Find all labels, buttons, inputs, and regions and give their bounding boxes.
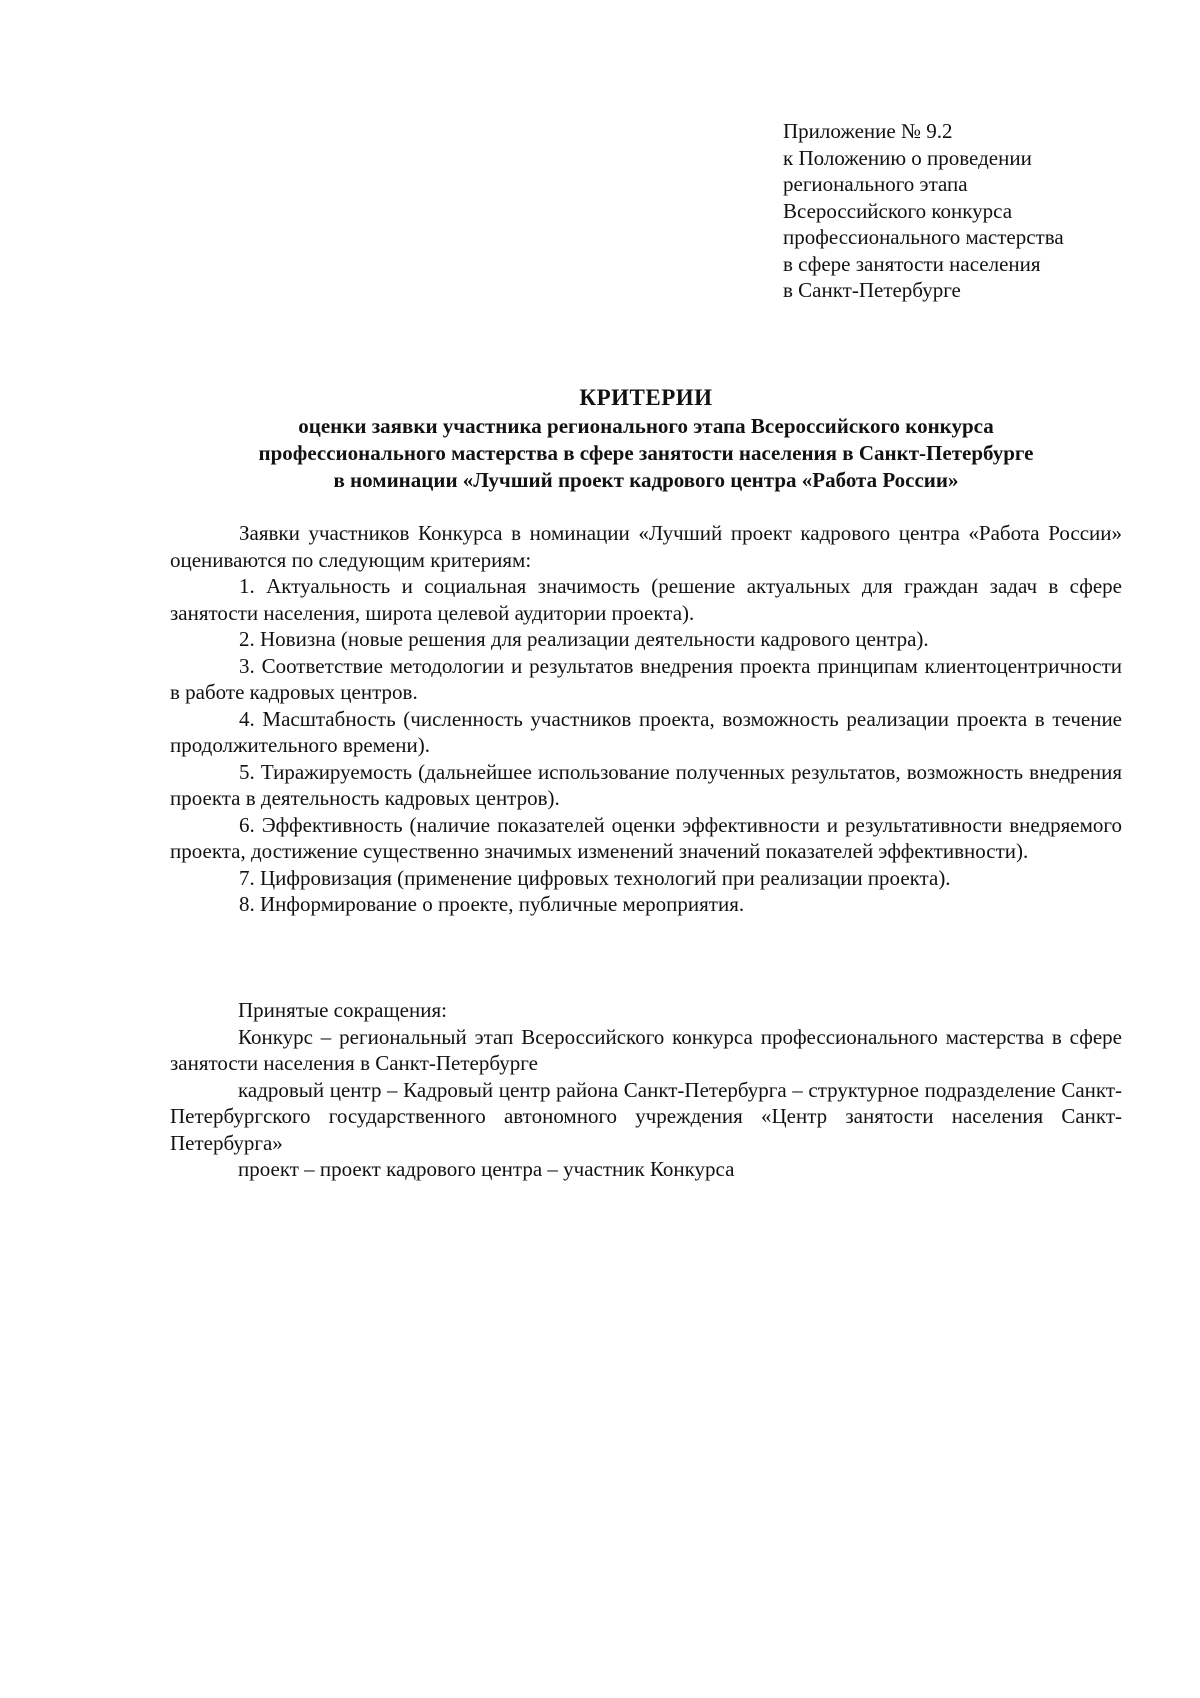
intro-paragraph: Заявки участников Конкурса в номинации «Лучший проект кадрового центра «Работа России» оцениваются по следующим критериям:: [170, 521, 1122, 572]
abbreviations-section: [170, 997, 1122, 1183]
abbreviations-heading: Принятые сокращения:: [238, 998, 447, 1022]
criterion-item: 4. Масштабность (численность участников проекта, возможность реализации проекта в течение продолжительного времени).: [170, 706, 1122, 757]
appendix-line: в Санкт-Петербурге: [783, 278, 961, 302]
title-line: в номинации «Лучший проект кадрового центра «Работа России»: [333, 468, 959, 492]
criterion-item: 5. Тиражируемость (дальнейшее использование полученных результатов, возможность внедрения проекта в деятельность кадровых центров).: [170, 759, 1122, 810]
title-line: профессионального мастерства в сфере занятости населения в Санкт-Петербурге: [258, 441, 1034, 465]
criterion-item: 7. Цифровизация (применение цифровых технологий при реализации проекта).: [239, 865, 951, 890]
criteria-body: [170, 520, 1122, 918]
appendix-line: регионального этапа: [783, 172, 968, 196]
abbreviation-item: проект – проект кадрового центра – участник Конкурса: [238, 1157, 735, 1181]
appendix-note: [783, 118, 1143, 304]
abbreviation-item: кадровый центр – Кадровый центр района Санкт-Петербурга – структурное подразделение Санкт-Петербургского государственного автономного учреждения «Центр занятости населения Санкт-Петербурга»: [170, 1077, 1122, 1155]
appendix-line: к Положению о проведении: [783, 145, 1032, 170]
appendix-line: Приложение № 9.2: [783, 119, 953, 143]
appendix-line: Всероссийского конкурса: [783, 198, 1013, 223]
appendix-line: профессионального мастерства: [783, 225, 1064, 249]
title-heading: КРИТЕРИИ: [579, 385, 713, 410]
criterion-item: 6. Эффективность (наличие показателей оценки эффективности и результативности внедряемого проекта, достижение существенно значимых изменений значений показателей эффективности).: [170, 812, 1122, 863]
document-title: [170, 383, 1122, 494]
abbreviation-item: Конкурс – региональный этап Всероссийского конкурса профессионального мастерства в сфере занятости населения в Санкт-Петербурге: [170, 1024, 1122, 1075]
criterion-item: 2. Новизна (новые решения для реализации деятельности кадрового центра).: [239, 627, 929, 651]
criterion-item: 1. Актуальность и социальная значимость (решение актуальных для граждан задач в сфере занятости населения, широта целевой аудитории проекта).: [170, 574, 1122, 625]
criterion-item: 8. Информирование о проекте, публичные мероприятия.: [239, 892, 745, 916]
title-line: оценки заявки участника регионального этапа Всероссийского конкурса: [298, 414, 994, 438]
criterion-item: 3. Соответствие методологии и результатов внедрения проекта принципам клиентоцентричности в работе кадровых центров.: [170, 653, 1122, 704]
appendix-line: в сфере занятости населения: [783, 251, 1041, 276]
